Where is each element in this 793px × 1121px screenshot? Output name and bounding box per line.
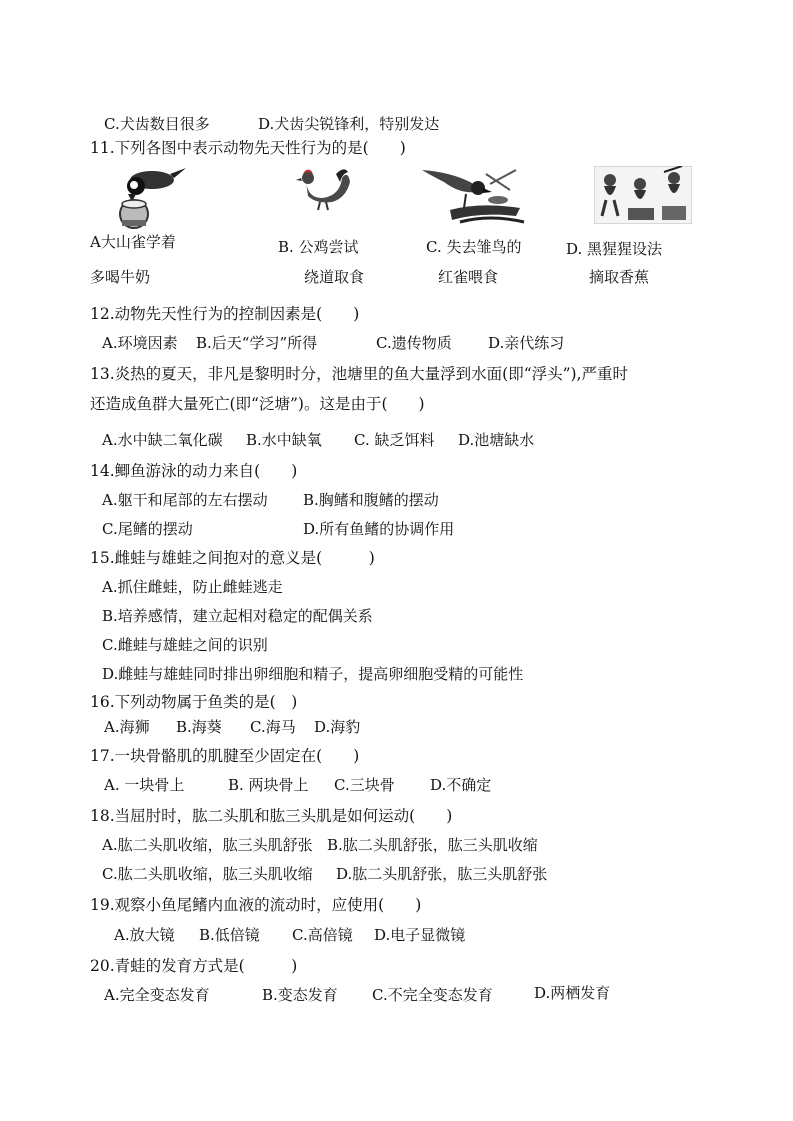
q13-option-a: A.水中缺二氧化碳 [102,431,223,449]
q11-option-d-line2: 摘取香蕉 [589,268,650,286]
q19-option-a: A.放大镜 [114,926,175,944]
great-tit-drinking-milk-image [114,164,186,234]
q18-option-a: A.肱二头肌收缩，肱三头肌舒张 [102,836,313,854]
q11-stem: 11.下列各图中表示动物先天性行为的是( ) [90,139,406,157]
q12-option-b: B.后天“学习”所得 [196,334,318,352]
q14-option-d: D.所有鱼鳍的协调作用 [303,520,455,538]
q14-option-b: B.胸鳍和腹鳍的摆动 [303,491,439,509]
q11-option-c-line2: 红雀喂食 [438,268,499,286]
q17-option-b: B. 两块骨上 [228,776,309,794]
q10-option-c: C.犬齿数目很多 [104,115,210,133]
q20-stem: 20.青蛙的发育方式是( ) [90,957,298,975]
q10-option-d: D.犬齿尖锐锋利，特别发达 [258,115,440,133]
q18-option-c: C.肱二头肌收缩，肱三头肌收缩 [102,865,313,883]
q18-stem: 18.当屈肘时，肱二头肌和肱三头肌是如何运动( ) [90,807,453,825]
q11-option-b-line2: 绕道取食 [304,268,365,286]
q11-option-c-line1: C. 失去雏鸟的 [426,238,522,256]
q15-stem: 15.雌蛙与雄蛙之间抱对的意义是( ) [90,549,375,567]
q17-option-d: D.不确定 [430,776,492,794]
q15-option-c: C.雌蛙与雄蛙之间的识别 [102,636,268,654]
q13-option-c: C. 缺乏饵料 [354,431,435,449]
q13-option-d: D.池塘缺水 [458,431,535,449]
q19-option-d: D.电子显微镜 [374,926,466,944]
q17-option-c: C.三块骨 [334,776,395,794]
q14-option-a: A.躯干和尾部的左右摆动 [102,491,268,509]
q20-option-a: A.完全变态发育 [104,986,210,1004]
q19-option-c: C.高倍镜 [292,926,353,944]
q20-option-d: D.两栖发育 [534,984,611,1002]
q16-stem: 16.下列动物属于鱼类的是( ) [90,693,298,711]
q19-option-b: B.低倍镜 [199,926,260,944]
q12-option-d: D.亲代练习 [488,334,565,352]
q12-stem: 12.动物先天性行为的控制因素是( ) [90,305,360,323]
q17-stem: 17.一块骨骼肌的肌腱至少固定在( ) [90,747,360,765]
q14-option-c: C.尾鳍的摆动 [102,520,193,538]
q15-option-a: A.抓住雌蛙，防止雌蛙逃走 [102,578,283,596]
q13-option-b: B.水中缺氧 [246,431,322,449]
q16-option-a: A.海狮 [104,718,150,736]
cardinal-feeding-fish-image [420,164,530,226]
q16-option-d: D.海豹 [314,718,361,736]
q20-option-b: B.变态发育 [262,986,338,1004]
q13-stem-line2: 还造成鱼群大量死亡(即“泛塘”)。这是由于( ) [90,395,425,413]
q11-option-d-line1: D. 黑猩猩设法 [566,240,663,258]
q19-stem: 19.观察小鱼尾鳍内血液的流动时，应使用( ) [90,896,422,914]
q11-option-a-line2: 多喝牛奶 [90,268,151,286]
q18-option-b: B.肱二头肌舒张，肱三头肌收缩 [327,836,538,854]
q14-stem: 14.鲫鱼游泳的动力来自( ) [90,462,298,480]
rooster-image [292,164,352,212]
chimpanzee-stacking-boxes-image [594,166,692,224]
q11-option-a-line1: A大山雀学着 [90,233,176,251]
q13-stem-line1: 13.炎热的夏天，非凡是黎明时分，池塘里的鱼大量浮到水面(即“浮头”),严重时 [90,365,629,383]
q15-option-d: D.雌蛙与雄蛙同时排出卵细胞和精子，提高卵细胞受精的可能性 [102,665,524,683]
q11-option-b-line1: B. 公鸡尝试 [278,238,359,256]
q18-option-d: D.肱二头肌舒张，肱三头肌舒张 [336,865,548,883]
q16-option-b: B.海葵 [176,718,222,736]
q20-option-c: C.不完全变态发育 [372,986,493,1004]
q12-option-c: C.遗传物质 [376,334,452,352]
q12-option-a: A.环境因素 [102,334,178,352]
q16-option-c: C.海马 [250,718,296,736]
q17-option-a: A. 一块骨上 [104,776,185,794]
q15-option-b: B.培养感情，建立起相对稳定的配偶关系 [102,607,373,625]
